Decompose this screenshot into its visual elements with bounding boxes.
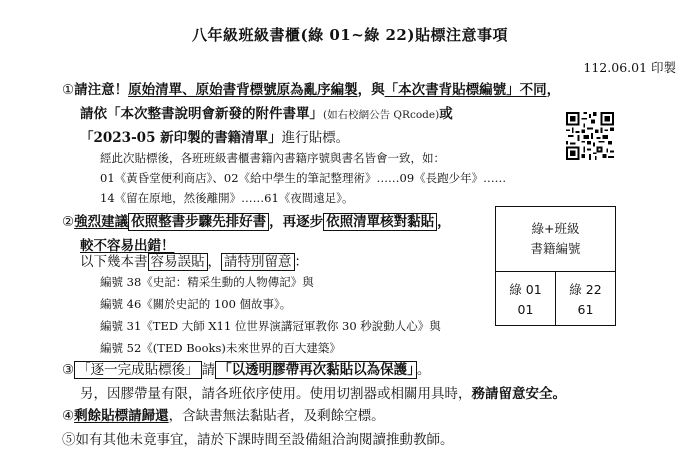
sec3-line2 [80, 382, 566, 402]
sec1-example-intro: 經此次貼標後，各班班級書櫃書籍內書籍序號與書名皆會一致，如： [100, 151, 445, 165]
sec3-safety: 務請留意安全。 [471, 386, 566, 402]
sec1-comma: ， [546, 82, 561, 98]
sec4-line [62, 404, 385, 424]
sec1-proceed: 進行貼標。 [281, 130, 350, 146]
cell1-number: 01 [517, 302, 534, 317]
circled-3: ③ [62, 362, 75, 378]
sec3-tape: 「以透明膠帶再次黏貼以為保護」 [215, 361, 417, 379]
sec2-check-list: 依照清單核對黏貼 [323, 213, 437, 231]
sec2-then: ，再逐步 [269, 214, 324, 230]
sec1-please: 請依 [80, 106, 107, 122]
sec3-please: 請 [201, 362, 216, 378]
circled-2: ② [62, 214, 75, 230]
sec1-line1 [62, 78, 560, 98]
circled-1: ① [62, 82, 75, 98]
sec2-line1 [62, 210, 451, 230]
sec3-after-label: 「逐一完成貼標後」 [74, 361, 202, 379]
sec3-line1 [62, 358, 430, 378]
sec2-following: 以下幾本書 [80, 254, 148, 270]
book-item-31: 編號 31《TED 大師 X11 位世界演講冠軍教你 30 秒說動人心》與 [100, 319, 441, 333]
sec2-strong: 強烈建議 [74, 214, 129, 230]
sec1-or: 或 [439, 106, 453, 122]
circled-4: ④ [62, 408, 75, 424]
sec1-line3 [80, 126, 349, 146]
sec1-different: 「本次書背貼標編號」不同 [384, 82, 547, 98]
sec1-attention: 請注意！ [74, 82, 129, 98]
sec5-line: ⑤如有其他未竟事宜，請於下課時間至設備組洽詢閱讀推動教師。 [62, 432, 454, 448]
sec1-line2 [80, 102, 453, 122]
sec2-less-error: 較不容易出錯！ [80, 238, 175, 254]
sec2-arrange-first: 依照整書步驟先排好書 [128, 213, 269, 231]
sec1-example-a: 01《黃昏堂便利商店》、02《給中學生的筆記整理術》……09《長跑少年》…… [100, 171, 507, 185]
table-cell-1 [496, 272, 556, 326]
book-item-52: 編號 52《(TED Books)未來世界的百大建築》 [100, 341, 341, 355]
sec4-detail: ，含缺書無法黏貼者，及剩餘空標。 [168, 408, 385, 424]
table-header [496, 207, 616, 272]
cell1-class: 綠 01 [509, 282, 542, 297]
table-header-line2: 書籍編號 [530, 241, 581, 256]
sec2-misplace: 容易誤貼 [148, 253, 208, 271]
sec1-original: 原始清單、原始書背標號原為亂序編製 [128, 82, 358, 98]
sec3-tape-limited: 另，因膠帶量有限，請各班依序使用。使用切割器或相關用具時， [80, 386, 472, 402]
qrcode-image[interactable] [566, 112, 614, 160]
sec1-and: ，與 [357, 82, 385, 98]
sec1-new-list: 「2023-05 新印製的書籍清單」 [80, 130, 282, 146]
print-date: 112.06.01 印製 [583, 60, 676, 75]
sec2-colon: ： [294, 254, 308, 270]
book-item-38: 編號 38《史記：精采生動的人物傳記》與 [100, 275, 314, 289]
table-cell-2 [556, 272, 616, 326]
book-item-46: 編號 46《關於史記的 100 個故事》。 [100, 297, 292, 311]
table-header-line1: 綠+班級 [531, 221, 580, 236]
sec2-comma: ， [437, 214, 451, 230]
sec1-example-b: 14《留在原地，然後離開》……61《夜間遠足》。 [100, 191, 354, 205]
sec1-attach-list: 「本次整書說明會新發的附件書單」 [107, 106, 323, 122]
sec2-line3 [80, 250, 308, 270]
sec2-comma2: ， [207, 254, 221, 270]
cell2-class: 綠 22 [569, 282, 602, 297]
page-title: 八年級班級書櫃(綠 01~綠 22)貼標注意事項 [192, 26, 508, 44]
sec2-careful: 請特別留意 [221, 253, 295, 271]
sec3-period: 。 [416, 362, 431, 378]
sec1-qr-note: (如右校網公告 QRcode) [323, 109, 440, 121]
cell2-number: 61 [577, 302, 594, 317]
sec4-return: 剩餘貼標請歸還 [74, 408, 169, 424]
label-table [495, 206, 616, 326]
